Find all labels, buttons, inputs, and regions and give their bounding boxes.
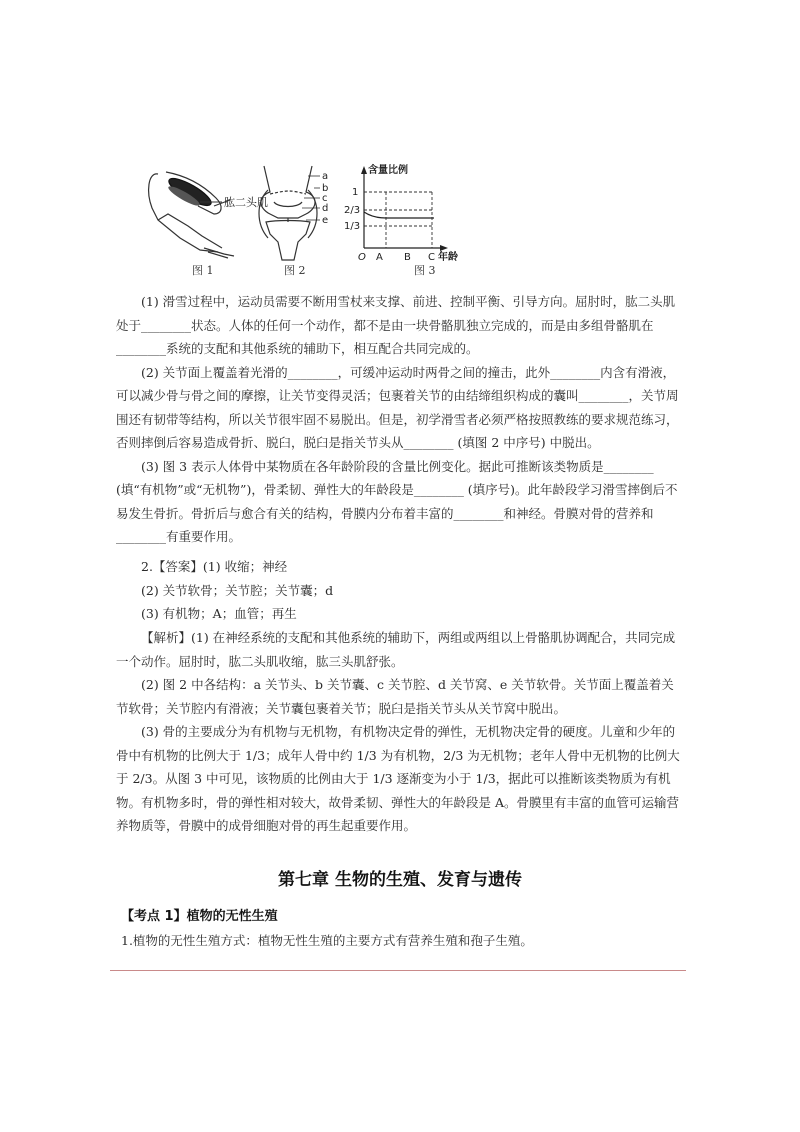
question-part-1: (1) 滑雪过程中，运动员需要不断用雪杖来支撑、前进、控制平衡、引导方向。屈肘时，肱二头肌处于________状态。人体的任何一个动作，都不是由一块骨骼肌独立完成的，而是由多组骨骼肌在________系统的支配和其他系统的辅助下，相互配合共同完成的。 <box>116 294 676 356</box>
figure-row <box>138 162 478 280</box>
fig1-arm-drawing <box>149 172 234 258</box>
kaodian-line-1: 1.植物的无性生殖方式：植物无性生殖的主要方式有营养生殖和孢子生殖。 <box>121 933 533 948</box>
fig3-ytick-2-3: 2/3 <box>344 205 361 216</box>
fig2-caption: 图 2 <box>284 264 306 277</box>
fig3-chart <box>361 166 448 251</box>
analysis-part-2: (2) 图 2 中各结构：a 关节头、b 关节囊、c 关节腔、d 关节窝、e 关节软骨。关节面上覆盖着关节软骨；关节腔内有滑液；关节囊包裹着关节；脱臼是指关节头从关节窝中脱出。 <box>116 677 674 716</box>
fig3-xtick-o: O <box>358 252 366 263</box>
fig3-xtick-c: C <box>428 252 435 263</box>
fig3-xtick-b: B <box>404 252 411 263</box>
fig3-xtick-a: A <box>376 252 383 263</box>
fig1-caption: 图 1 <box>192 264 214 277</box>
answer-block <box>116 555 686 626</box>
page-divider <box>110 970 686 971</box>
fig3-curve <box>364 212 434 218</box>
fig3-ytick-1: 1 <box>352 187 359 198</box>
fig2-letter-a: a <box>322 171 329 182</box>
question-part-2: (2) 关节面上覆盖着光滑的________，可缓冲运动时两骨之间的撞击，此外________内含有滑液，可以减少骨与骨之间的摩擦，让关节变得灵活；包裹着关节的由结缔组织构成的囊叫________，关节周围还有韧带等结构，所以关节很牢固不易脱出。但是，初学滑雪者必须严格按照教练的要求规范练习，否则摔倒后容易造成骨折、脱臼，脱臼是指关节头从________ (填图 2 中序号) 中脱出。 <box>116 364 679 450</box>
fig3-ylabel: 含量比例 <box>368 165 408 176</box>
answer-head: 2.【答案】(1) 收缩；神经 <box>141 559 288 574</box>
question-block <box>116 290 686 549</box>
analysis-part-3: (3) 骨的主要成分为有机物与无机物，有机物决定骨的弹性，无机物决定骨的硬度。儿童和少年的骨中有机物的比例大于 1/3；成年人骨中约 1/3 为有机物，2/3 为无机物；老年人骨中无机物的比例大于 2/3。从图 3 中可见，该物质的比例由大于 1/3 逐渐变为小于 1/3，据此可以推断该类物质为有机物。有机物多时，骨的弹性相对较大，故骨柔韧、弹性大的年龄段是 A。骨膜里有丰富的血管可运输营养物质等，骨膜中的成骨细胞对骨的再生起重要作用。 <box>116 724 680 833</box>
fig2-letter-d: d <box>322 203 329 214</box>
fig3-xlabel: 年龄 <box>438 252 458 263</box>
answer-part-3: (3) 有机物；A；血管；再生 <box>141 606 297 621</box>
fig1-label-biceps: 肱二头肌 <box>224 196 268 209</box>
fig2-letter-e: e <box>322 215 329 226</box>
chapter-title: 第七章 生物的生殖、发育与遗传 <box>278 870 522 890</box>
fig2-letter-c: c <box>322 193 328 204</box>
fig3-caption: 图 3 <box>414 264 436 277</box>
fig2-joint-drawing <box>259 166 317 260</box>
analysis-part-1: 【解析】(1) 在神经系统的支配和其他系统的辅助下，两组或两组以上骨骼肌协调配合，共同完成一个动作。屈肘时，肱二头肌收缩，肱三头肌舒张。 <box>116 630 676 669</box>
fig2-letter-b: b <box>322 183 329 194</box>
analysis-block <box>116 626 686 838</box>
question-part-3: (3) 图 3 表示人体骨中某物质在各年龄阶段的含量比例变化。据此可推断该类物质是________ (填“有机物”或“无机物”)，骨柔韧、弹性大的年龄段是________ (填序号)。此年龄段学习滑雪摔倒后不易发生骨折。骨折后与愈合有关的结构，骨膜内分布着丰富的________和神经。骨膜对骨的营养和________有重要作用。 <box>116 458 678 544</box>
kaodian-heading: 【考点 1】植物的无性生殖 <box>121 909 278 924</box>
fig3-ytick-1-3: 1/3 <box>344 221 361 232</box>
answer-part-2: (2) 关节软骨；关节腔；关节囊；d <box>141 582 334 598</box>
